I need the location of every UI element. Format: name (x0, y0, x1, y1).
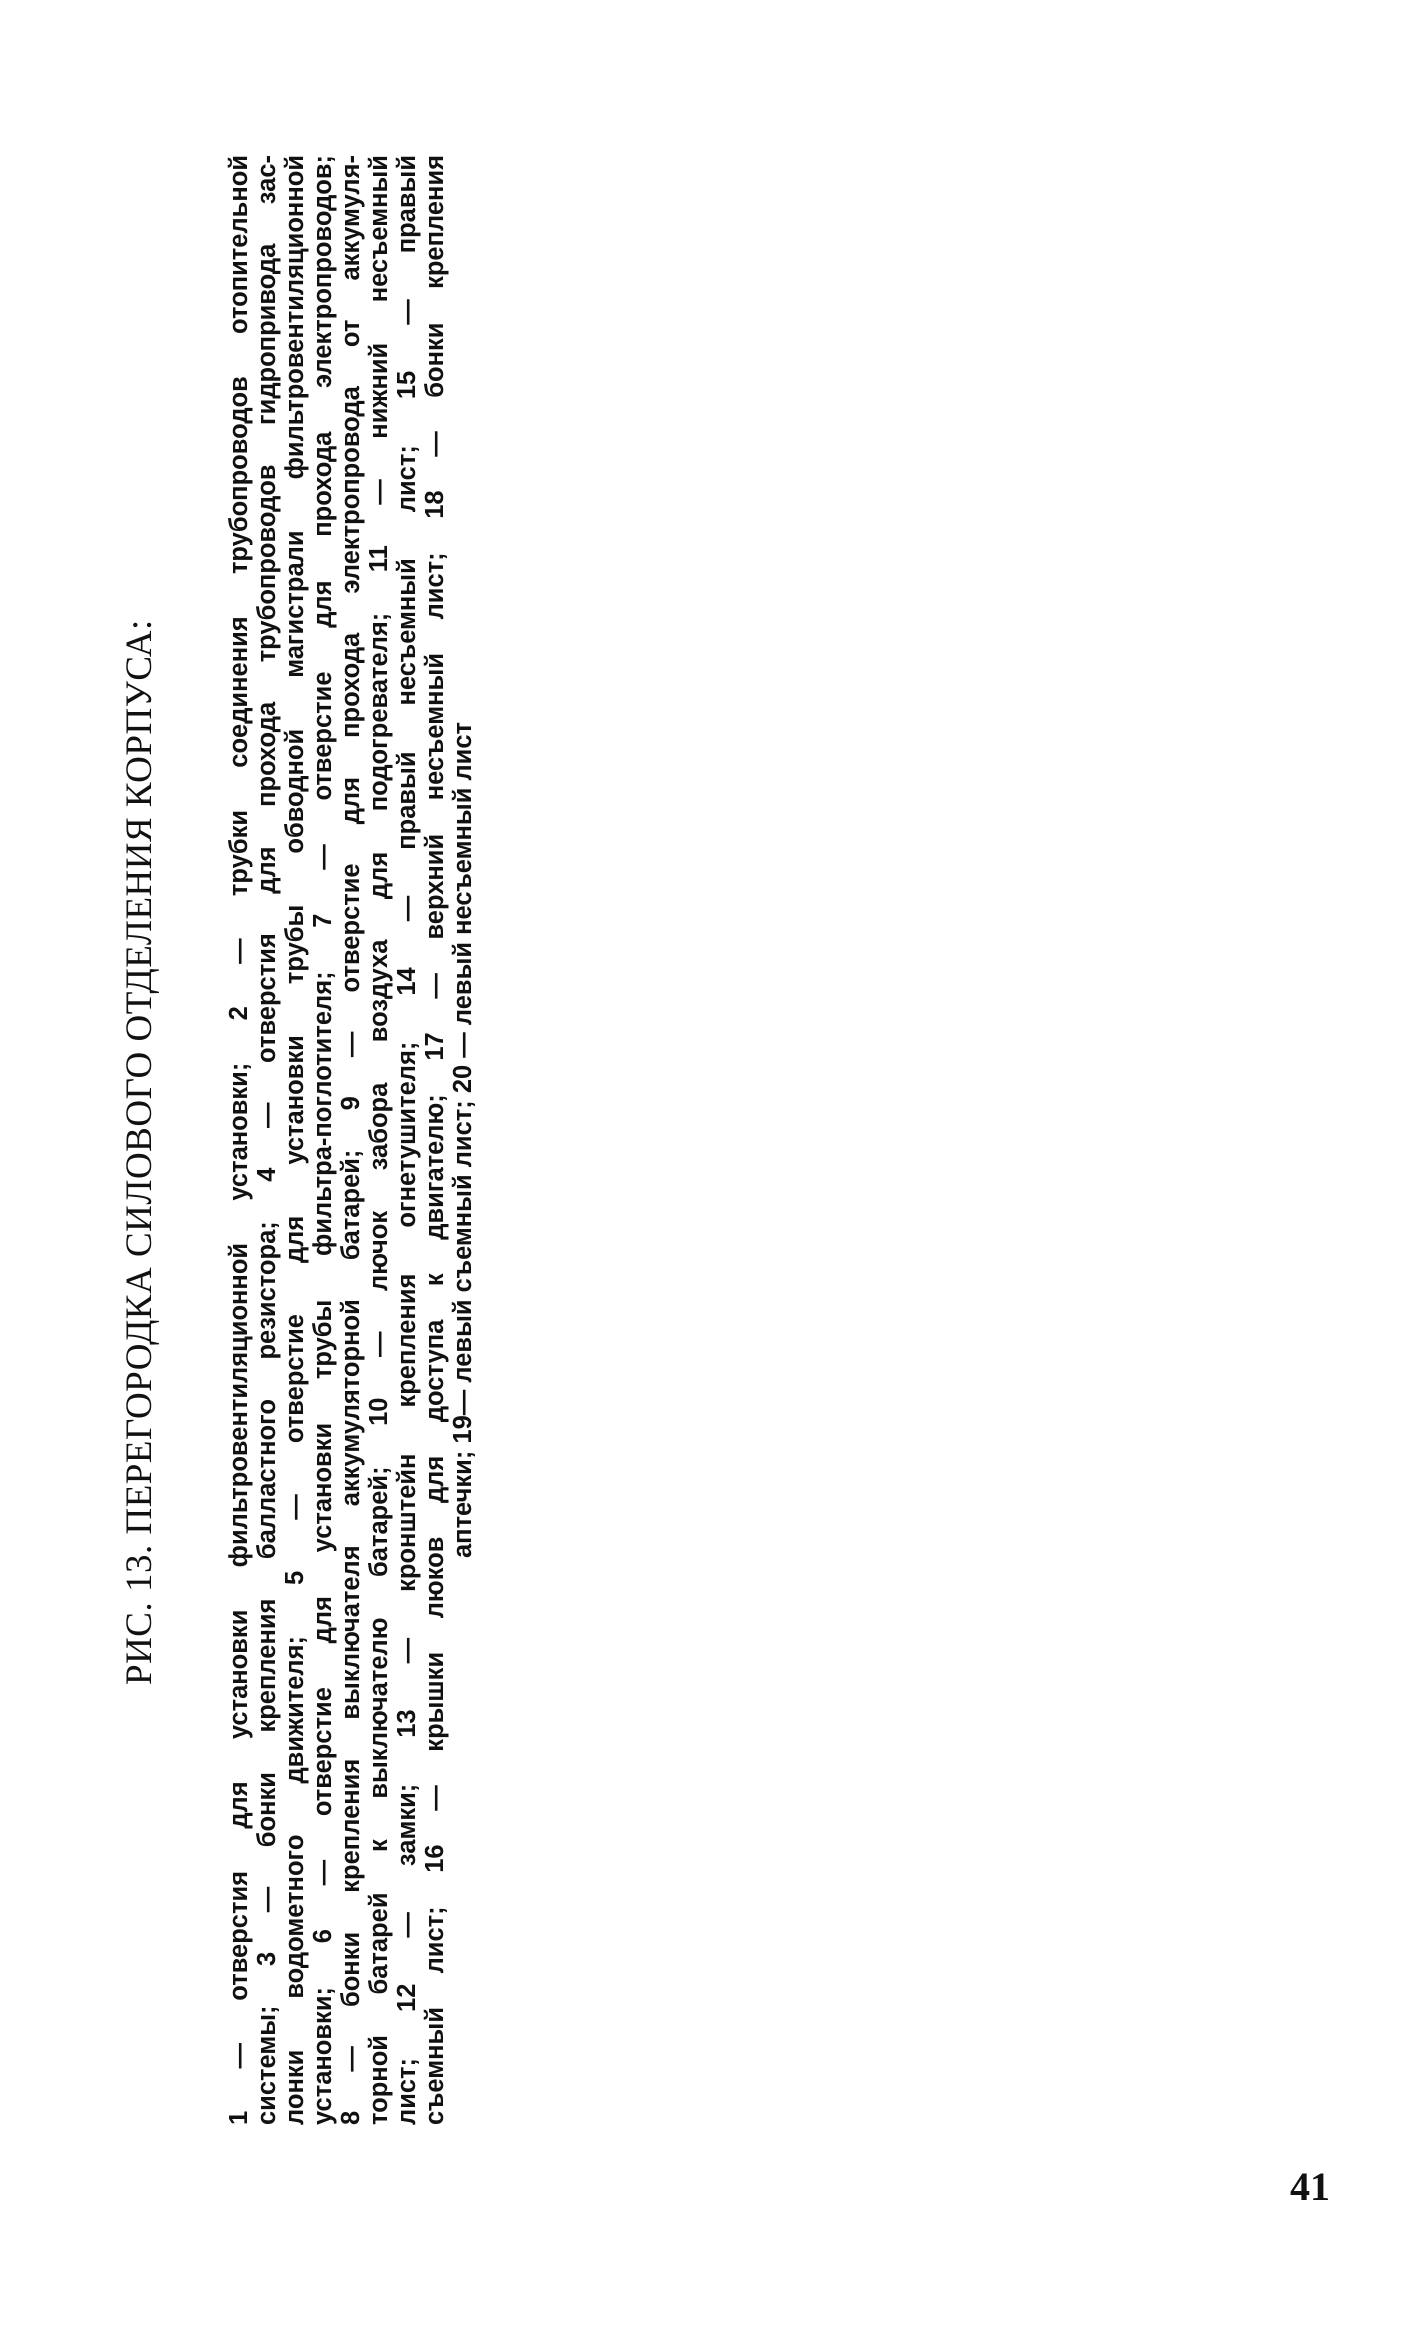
legend-line: 8 — бонки крепления выключателя аккумуляторной батарей; 9 — отверстие для прохода электропровода от аккумуля- (337, 155, 365, 2125)
legend-line: 1 — отверстия для установки фильтровентиляционной установки; 2 — трубки соединения трубопроводов отопительной (225, 155, 253, 2125)
page-number: 41 (1290, 2164, 1330, 2209)
figure-caption-block (120, 155, 1412, 2125)
legend-line: торной батарей к выключателю батарей; 10 — лючок забора воздуха для подогревателя; 11 — нижний несъемный (365, 155, 393, 2125)
legend-line: лонки водометного движителя; 5 — отверстие для установки трубы обводной магистрали фильтровентиляционной (281, 155, 309, 2125)
figure-title: РИС. 13. ПЕРЕГОРОДКА СИЛОВОГО ОТДЕЛЕНИЯ КОРПУСА: (119, 619, 160, 1685)
legend-line: лист; 12 — замки; 13 — кронштейн крепления огнетушителя; 14 — правый несъемный лист; 15 — правый (393, 155, 421, 2125)
legend-line: аптечки; 19— левый съемный лист; 20 — левый несъемный лист (449, 721, 477, 1559)
legend-line: системы; 3 — бонки крепления балластного резистора; 4 — отверстия для прохода трубопроводов гидропривода зас- (253, 155, 281, 2125)
figure-legend (225, 155, 477, 2125)
legend-line: установки; 6 — отверстие для установки трубы фильтра-поглотителя; 7 — отверстие для прохода электропроводов; (309, 155, 337, 2125)
legend-line: съемный лист; 16 — крышки люков для доступа к двигателю; 17 — верхний несъемный лист; 18 — бонки крепления (421, 155, 449, 2125)
